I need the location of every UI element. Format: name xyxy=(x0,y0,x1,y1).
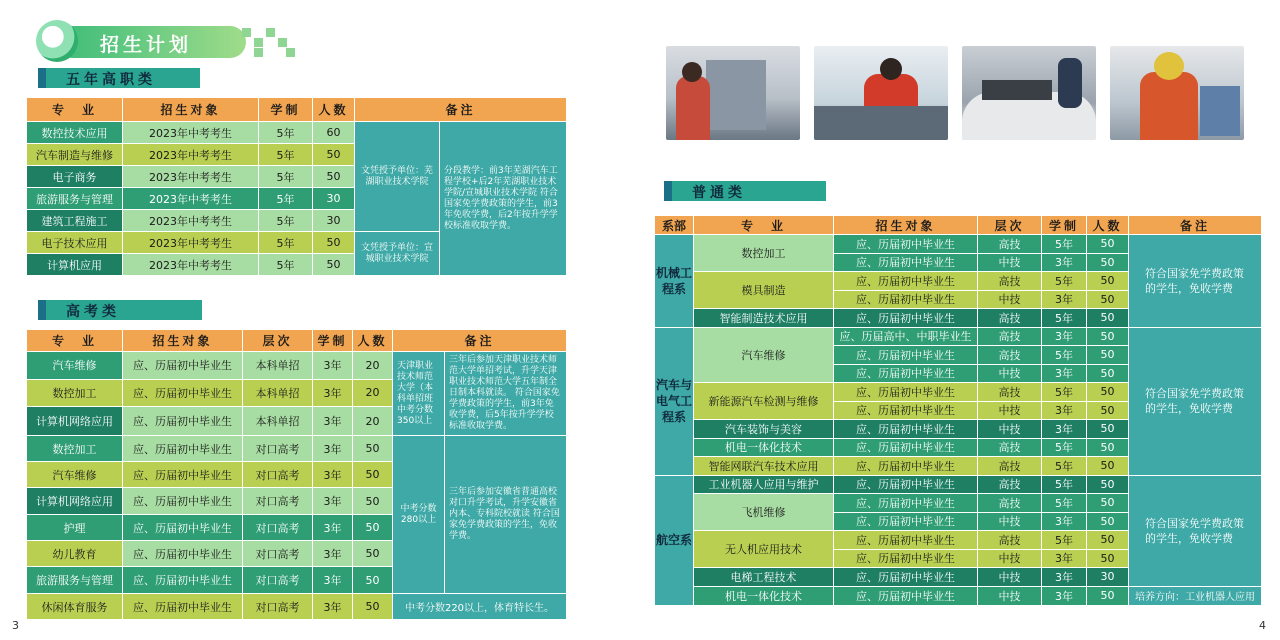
cell-count: 50 xyxy=(1087,438,1129,457)
cell-level: 本科单招 xyxy=(243,379,313,407)
cell-last-note: 培养方向：工业机器人应用 xyxy=(1129,586,1262,605)
cell-dept: 航空系 xyxy=(655,475,694,605)
cell-target: 应、历届初中毕业生 xyxy=(834,494,978,513)
cell-count: 50 xyxy=(1087,309,1129,328)
cell-major: 旅游服务与管理 xyxy=(27,567,123,594)
cell-count: 50 xyxy=(353,541,393,567)
cell-diploma-unit-2: 文凭授予单位：宣城职业技术学院 xyxy=(355,232,440,276)
cell-major: 护理 xyxy=(27,515,123,541)
cell-target: 2023年中考考生 xyxy=(123,210,259,232)
cell-years: 3年 xyxy=(313,567,353,594)
cell-years: 5年 xyxy=(1042,457,1087,476)
cell-major: 电梯工程技术 xyxy=(694,568,834,587)
cell-target: 应、历届初中毕业生 xyxy=(123,488,243,515)
cell-target: 应、历届初中毕业生 xyxy=(123,352,243,380)
col-header: 专 业 xyxy=(27,98,123,122)
cell-count: 50 xyxy=(1087,364,1129,383)
cell-years: 5年 xyxy=(259,232,313,254)
cell-years: 3年 xyxy=(1042,512,1087,531)
cell-target: 应、历届初中毕业生 xyxy=(834,531,978,550)
cell-target: 应、历届初中毕业生 xyxy=(834,512,978,531)
cell-major: 数控加工 xyxy=(27,379,123,407)
cell-years: 5年 xyxy=(259,122,313,144)
col-header: 招生对象 xyxy=(834,216,978,235)
table-row xyxy=(655,475,1262,494)
header-circle-icon xyxy=(36,20,78,62)
cell-major: 幼儿教育 xyxy=(27,541,123,567)
cell-target: 应、历届初中毕业生 xyxy=(834,568,978,587)
col-header: 备注 xyxy=(355,98,567,122)
cell-count: 50 xyxy=(1087,401,1129,420)
cell-years: 3年 xyxy=(1042,401,1087,420)
col-header: 备注 xyxy=(1129,216,1262,235)
cell-target: 应、历届初中毕业生 xyxy=(834,549,978,568)
cell-target: 应、历届初中毕业生 xyxy=(834,253,978,272)
col-header: 专 业 xyxy=(694,216,834,235)
workshop-photo-3 xyxy=(962,46,1096,140)
col-header: 专 业 xyxy=(27,330,123,352)
table-row xyxy=(27,352,567,380)
cell-years: 3年 xyxy=(313,541,353,567)
cell-target: 应、历届初中毕业生 xyxy=(834,290,978,309)
cell-target: 应、历届初中毕业生 xyxy=(834,346,978,365)
cell-note-1: 三年后参加天津职业技术师范大学单招考试，升学天津职业技术师范大学五年制全日制本科就读。 符合国家免学费政策的学生，前3年免收学费，后5年按升学学校标准收取学费。 xyxy=(445,352,567,436)
cell-level: 对口高考 xyxy=(243,436,313,462)
cell-major: 汽车维修 xyxy=(694,327,834,383)
photo-strip xyxy=(666,46,1244,140)
cell-count: 50 xyxy=(1087,235,1129,254)
cell-years: 3年 xyxy=(313,594,353,620)
cell-count: 50 xyxy=(1087,512,1129,531)
cell-count: 50 xyxy=(1087,272,1129,291)
cell-target: 2023年中考考生 xyxy=(123,122,259,144)
cell-years: 3年 xyxy=(313,462,353,488)
cell-count: 20 xyxy=(353,407,393,436)
col-header: 备注 xyxy=(393,330,567,352)
table-row xyxy=(27,594,567,620)
cell-years: 5年 xyxy=(1042,272,1087,291)
cell-target: 应、历届初中毕业生 xyxy=(834,364,978,383)
cell-target: 应、历届初中毕业生 xyxy=(834,438,978,457)
cell-level: 中技 xyxy=(978,586,1042,605)
cell-count: 50 xyxy=(353,488,393,515)
table-row xyxy=(27,436,567,462)
cell-years: 3年 xyxy=(1042,420,1087,439)
cell-last-note: 中考分数220以上，体育特长生。 xyxy=(393,594,567,620)
cell-count: 50 xyxy=(1087,420,1129,439)
cell-target: 应、历届初中毕业生 xyxy=(834,309,978,328)
cell-count: 50 xyxy=(1087,327,1129,346)
cell-count: 50 xyxy=(313,144,355,166)
cell-count: 50 xyxy=(353,594,393,620)
col-header: 层次 xyxy=(243,330,313,352)
cell-major: 建筑工程施工 xyxy=(27,210,123,232)
col-header: 层次 xyxy=(978,216,1042,235)
cell-level: 对口高考 xyxy=(243,541,313,567)
cell-years: 3年 xyxy=(1042,586,1087,605)
cell-years: 3年 xyxy=(1042,290,1087,309)
cell-major: 工业机器人应用与维护 xyxy=(694,475,834,494)
cell-target: 应、历届初中毕业生 xyxy=(834,420,978,439)
cell-years: 3年 xyxy=(313,379,353,407)
cell-major: 数控加工 xyxy=(694,235,834,272)
cell-major: 机电一体化技术 xyxy=(694,586,834,605)
cell-target: 应、历届初中毕业生 xyxy=(123,436,243,462)
cell-years: 5年 xyxy=(1042,494,1087,513)
page-number-left: 3 xyxy=(12,619,19,632)
cell-target: 应、历届初中毕业生 xyxy=(123,379,243,407)
page-number-right: 4 xyxy=(1259,619,1266,632)
col-header: 学制 xyxy=(259,98,313,122)
cell-level: 中技 xyxy=(978,512,1042,531)
cell-major: 汽车制造与维修 xyxy=(27,144,123,166)
cell-count: 50 xyxy=(313,232,355,254)
cell-target: 2023年中考考生 xyxy=(123,144,259,166)
cell-level: 对口高考 xyxy=(243,594,313,620)
cell-major: 电子技术应用 xyxy=(27,232,123,254)
section-general xyxy=(664,181,826,201)
cell-years: 3年 xyxy=(1042,568,1087,587)
cell-count: 60 xyxy=(313,122,355,144)
cell-years: 3年 xyxy=(313,352,353,380)
cell-target: 应、历届初中毕业生 xyxy=(834,383,978,402)
cell-major: 数控技术应用 xyxy=(27,122,123,144)
cell-major: 无人机应用技术 xyxy=(694,531,834,568)
cell-level: 对口高考 xyxy=(243,488,313,515)
cell-major: 休闲体育服务 xyxy=(27,594,123,620)
cell-target: 应、历届初中毕业生 xyxy=(834,272,978,291)
section-five-year xyxy=(38,68,200,88)
cell-major: 汽车维修 xyxy=(27,352,123,380)
cell-years: 3年 xyxy=(313,436,353,462)
cell-target: 应、历届初中毕业生 xyxy=(834,401,978,420)
cell-target: 2023年中考考生 xyxy=(123,166,259,188)
cell-note-2: 符合国家免学费政策的学生，免收学费 xyxy=(1129,327,1262,475)
cell-level: 对口高考 xyxy=(243,462,313,488)
cell-count: 50 xyxy=(1087,531,1129,550)
cell-count: 50 xyxy=(1087,346,1129,365)
section-label: 高考类 xyxy=(66,304,120,320)
cell-count: 50 xyxy=(1087,290,1129,309)
cell-note-1: 符合国家免学费政策的学生，免收学费 xyxy=(1129,235,1262,328)
cell-major: 数控加工 xyxy=(27,436,123,462)
section-label: 普通类 xyxy=(692,185,746,201)
cell-level: 中技 xyxy=(978,401,1042,420)
cell-target: 2023年中考考生 xyxy=(123,254,259,276)
cell-level: 高技 xyxy=(978,272,1042,291)
deco-square-icon xyxy=(278,38,287,47)
col-header: 招生对象 xyxy=(123,98,259,122)
section-label: 五年高职类 xyxy=(66,72,156,88)
cell-target: 应、历届初中毕业生 xyxy=(123,594,243,620)
cell-years: 5年 xyxy=(1042,235,1087,254)
cell-years: 5年 xyxy=(259,210,313,232)
cell-years: 3年 xyxy=(313,515,353,541)
cell-count: 50 xyxy=(1087,549,1129,568)
cell-target: 应、历届初中毕业生 xyxy=(834,235,978,254)
cell-years: 3年 xyxy=(313,407,353,436)
cell-level: 中技 xyxy=(978,549,1042,568)
cell-count: 50 xyxy=(313,254,355,276)
cell-years: 3年 xyxy=(1042,253,1087,272)
table-row xyxy=(655,586,1262,605)
workshop-photo-1 xyxy=(666,46,800,140)
cell-years: 3年 xyxy=(1042,549,1087,568)
cell-target: 应、历届初中毕业生 xyxy=(123,567,243,594)
col-header: 人数 xyxy=(313,98,355,122)
cell-level: 高技 xyxy=(978,531,1042,550)
cell-level: 对口高考 xyxy=(243,515,313,541)
cell-count: 50 xyxy=(353,515,393,541)
table-row xyxy=(655,235,1262,254)
cell-count: 50 xyxy=(1087,457,1129,476)
col-header: 招生对象 xyxy=(123,330,243,352)
col-header: 人数 xyxy=(1087,216,1129,235)
cell-years: 5年 xyxy=(1042,531,1087,550)
cell-years: 3年 xyxy=(313,488,353,515)
cell-level: 高技 xyxy=(978,494,1042,513)
gaokao-table xyxy=(26,329,567,620)
section-bar xyxy=(38,68,46,88)
cell-years: 3年 xyxy=(1042,327,1087,346)
cell-major: 汽车装饰与美容 xyxy=(694,420,834,439)
cell-years: 5年 xyxy=(1042,438,1087,457)
col-header: 系部 xyxy=(655,216,694,235)
cell-target: 应、历届初中毕业生 xyxy=(123,462,243,488)
general-table xyxy=(654,215,1262,606)
cell-years: 5年 xyxy=(1042,346,1087,365)
cell-dept: 汽车与电气工程系 xyxy=(655,327,694,475)
cell-target: 应、历届初中毕业生 xyxy=(834,586,978,605)
cell-level: 中技 xyxy=(978,568,1042,587)
cell-major: 电子商务 xyxy=(27,166,123,188)
cell-major: 计算机网络应用 xyxy=(27,488,123,515)
cell-level: 高技 xyxy=(978,235,1042,254)
deco-square-icon xyxy=(242,28,251,37)
page-title: 招生计划 xyxy=(100,34,193,56)
cell-count: 20 xyxy=(353,352,393,380)
cell-note-2: 三年后参加安徽省普通高校对口升学考试，升学安徽省内本、专科院校就读 符合国家免学费政策的学生，免收学费。 xyxy=(445,436,567,594)
cell-major: 飞机维修 xyxy=(694,494,834,531)
cell-years: 5年 xyxy=(259,254,313,276)
deco-square-icon xyxy=(286,48,295,57)
cell-level: 中技 xyxy=(978,253,1042,272)
workshop-photo-2 xyxy=(814,46,948,140)
cell-major: 计算机网络应用 xyxy=(27,407,123,436)
cell-years: 5年 xyxy=(259,166,313,188)
table-row xyxy=(27,122,567,144)
cell-target: 应、历届初中毕业生 xyxy=(834,457,978,476)
cell-count: 30 xyxy=(313,210,355,232)
cell-target: 应、历届初中毕业生 xyxy=(834,475,978,494)
cell-level: 中技 xyxy=(978,420,1042,439)
col-header: 学制 xyxy=(1042,216,1087,235)
cell-major: 机电一体化技术 xyxy=(694,438,834,457)
cell-target: 2023年中考考生 xyxy=(123,232,259,254)
cell-major: 旅游服务与管理 xyxy=(27,188,123,210)
cell-level: 本科单招 xyxy=(243,407,313,436)
cell-count: 50 xyxy=(1087,586,1129,605)
cell-major: 智能网联汽车技术应用 xyxy=(694,457,834,476)
cell-level: 高技 xyxy=(978,457,1042,476)
cell-count: 30 xyxy=(1087,568,1129,587)
cell-level: 高技 xyxy=(978,383,1042,402)
deco-square-icon xyxy=(266,28,275,37)
cell-count: 50 xyxy=(1087,253,1129,272)
cell-target: 应、历届高中、中职毕业生 xyxy=(834,327,978,346)
cell-years: 3年 xyxy=(1042,364,1087,383)
section-bar xyxy=(664,181,672,201)
cell-target: 应、历届初中毕业生 xyxy=(123,515,243,541)
cell-level: 高技 xyxy=(978,438,1042,457)
cell-level: 高技 xyxy=(978,309,1042,328)
cell-condition-2: 中考分数280以上 xyxy=(393,436,445,594)
cell-years: 5年 xyxy=(259,144,313,166)
cell-level: 对口高考 xyxy=(243,567,313,594)
cell-level: 高技 xyxy=(978,346,1042,365)
cell-note-3: 符合国家免学费政策的学生，免收学费 xyxy=(1129,475,1262,586)
cell-level: 高技 xyxy=(978,475,1042,494)
cell-years: 5年 xyxy=(1042,475,1087,494)
cell-count: 50 xyxy=(353,436,393,462)
cell-level: 高技 xyxy=(978,327,1042,346)
cell-level: 中技 xyxy=(978,290,1042,309)
section-gaokao xyxy=(38,300,202,320)
cell-count: 50 xyxy=(313,166,355,188)
table-row xyxy=(655,327,1262,346)
cell-diploma-unit-1: 文凭授予单位：芜湖职业技术学院 xyxy=(355,122,440,232)
cell-years: 5年 xyxy=(1042,383,1087,402)
cell-count: 50 xyxy=(1087,475,1129,494)
cell-years: 5年 xyxy=(259,188,313,210)
cell-target: 2023年中考考生 xyxy=(123,188,259,210)
col-header: 学制 xyxy=(313,330,353,352)
cell-count: 50 xyxy=(353,462,393,488)
cell-count: 30 xyxy=(313,188,355,210)
cell-major: 汽车维修 xyxy=(27,462,123,488)
cell-major: 计算机应用 xyxy=(27,254,123,276)
cell-dept: 机械工程系 xyxy=(655,235,694,328)
cell-count: 50 xyxy=(1087,383,1129,402)
deco-square-icon xyxy=(254,48,263,57)
five-year-table xyxy=(26,97,567,276)
cell-count: 50 xyxy=(353,567,393,594)
deco-square-icon xyxy=(254,38,263,47)
cell-major: 智能制造技术应用 xyxy=(694,309,834,328)
cell-major: 新能源汽车检测与维修 xyxy=(694,383,834,420)
cell-condition-1: 天津职业技术师范大学（本科单招班 中考分数350以上 xyxy=(393,352,445,436)
cell-note: 分段教学：前3年芜湖汽车工程学校+后2年芜湖职业技术学院/宣城职业技术学院 符合国家免学费政策的学生，前3年免收学费，后2年按升学学校标准收取学费。 xyxy=(440,122,567,276)
col-header: 人数 xyxy=(353,330,393,352)
cell-years: 5年 xyxy=(1042,309,1087,328)
cell-count: 20 xyxy=(353,379,393,407)
section-bar xyxy=(38,300,46,320)
cell-level: 本科单招 xyxy=(243,352,313,380)
cell-target: 应、历届初中毕业生 xyxy=(123,407,243,436)
header-badge xyxy=(30,16,300,66)
cell-level: 中技 xyxy=(978,364,1042,383)
workshop-photo-4 xyxy=(1110,46,1244,140)
cell-target: 应、历届初中毕业生 xyxy=(123,541,243,567)
cell-major: 模具制造 xyxy=(694,272,834,309)
cell-count: 50 xyxy=(1087,494,1129,513)
